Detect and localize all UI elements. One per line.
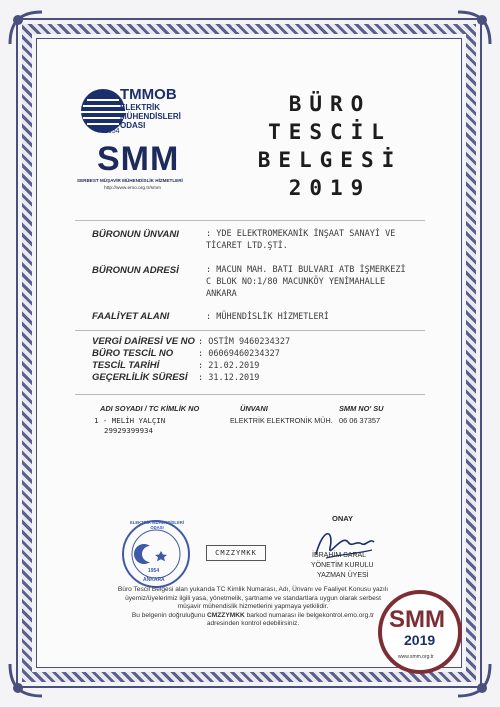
title-line3: BELGESİ — [257, 148, 403, 172]
approval-heading: ONAY — [332, 514, 353, 523]
logo-tmmob: TMMOB — [120, 86, 177, 103]
member-name: 1 - MELİH YALÇIN — [94, 416, 166, 425]
table-header-title: ÜNVANI — [240, 404, 268, 413]
field-value-address: : MACUN MAH. BATI BULVARI ATB İŞMERKEZİ C BLOK NO:1/80 MACUNKÖY YENİMAHALLE ANKARA — [206, 265, 406, 299]
corner-ornament-icon — [454, 660, 494, 700]
footer-line4-pre: Bu belgenin doğruluğunu — [131, 611, 208, 619]
detail-label-registration-date: TESCİL TARİHİ — [92, 360, 160, 371]
signer-role-line1: YÖNETİM KURULU — [311, 562, 374, 569]
divider — [75, 220, 425, 221]
barcode: CMZZYMKK — [206, 545, 266, 561]
emo-ankara-seal — [122, 520, 190, 588]
detail-value-tax: : OSTİM 9460234327 — [198, 337, 291, 347]
signer-name: İBRAHİM SARAL — [312, 552, 367, 559]
stamp-smm: SMM — [389, 606, 445, 633]
field-label-company-title: BÜRONUN ÜNVANI — [92, 229, 179, 240]
logo-url: http://www.emo.org.tr/smm — [104, 186, 162, 191]
corner-ornament-icon — [454, 8, 494, 48]
seal-ring-text: ELEKTRİK MÜHENDİSLERİ ODASI — [130, 520, 184, 530]
member-smm-no: 06 06 37357 — [339, 416, 381, 425]
footer-line2: üyemiz/üyelerimiz ilgili yasa, yönetmelik, şartname ve standartlara uygun olarak serbest — [125, 594, 381, 602]
footer-line3: müşavir mühendislik hizmetlerini yapmaya yetkilidir. — [177, 603, 329, 611]
corner-ornament-icon — [6, 660, 46, 700]
title-line1: BÜRO — [288, 92, 372, 116]
signer-role-line2: YAZMAN ÜYESİ — [317, 572, 369, 579]
corner-ornament-icon — [6, 8, 46, 48]
title-year: 2019 — [288, 176, 372, 200]
seal-city: ANKARA — [143, 577, 165, 583]
logo-org-line3: ODASI — [120, 121, 146, 130]
footer-barcode-code: CMZZYMKK — [207, 611, 245, 619]
field-value-company-title: : YDE ELEKTROMEKANİK İNŞAAT SANAYİ VE TİCARET LTD.ŞTİ. — [206, 229, 396, 251]
smm-2019-stamp — [378, 590, 462, 674]
footer-line1: Büro Tescil Belgesi alan yukarıda TC Kimlik Numarası, Adı, Ünvanı ve Faaliyet Konusu yazılı — [117, 586, 389, 593]
field-value-activity: : MÜHENDİSLİK HİZMETLERİ — [206, 312, 329, 322]
detail-value-registration-date: : 21.02.2019 — [198, 361, 260, 371]
field-label-address: BÜRONUN ADRESİ — [92, 265, 179, 276]
detail-value-registration-no: : 06069460234327 — [198, 349, 280, 359]
divider — [75, 330, 425, 331]
detail-label-validity: GEÇERLİLİK SÜRESİ — [92, 372, 188, 383]
stamp-year: 2019 — [404, 632, 436, 648]
seal-year: 1954 — [148, 568, 160, 574]
detail-label-registration-no: BÜRO TESCİL NO — [92, 348, 174, 359]
logo-smm: SMM — [97, 140, 180, 178]
logo-org-line2: MÜHENDİSLERİ — [120, 112, 181, 121]
footer-line4-post: barkod numarası ile belgekontrol.emo.org.tr — [244, 611, 375, 619]
divider — [75, 394, 425, 395]
footer-text — [88, 586, 418, 629]
detail-label-tax: VERGİ DAİRESİ VE NO — [92, 336, 195, 347]
detail-value-validity: : 31.12.2019 — [198, 373, 260, 383]
stamp-url: www.smm.org.tr — [398, 654, 434, 660]
member-title: ELEKTRİK ELEKTRONİK MÜH. — [230, 416, 333, 425]
field-label-activity: FAALİYET ALANI — [92, 311, 170, 322]
member-id: 29929399934 — [104, 426, 153, 435]
table-header-smm-no: SMM NO' SU — [339, 404, 384, 413]
table-header-name: ADI SOYADI / TC KİMLİK NO — [100, 404, 200, 413]
footer-line5: adresinden kontrol edebilirsiniz. — [206, 620, 300, 628]
title-line2: TESCİL — [268, 120, 392, 144]
footer-line4 — [88, 612, 418, 621]
logo-org-line1: ELEKTRİK — [120, 103, 160, 112]
logo-service-text: SERBEST MÜŞAVİR MÜHENDİSLİK HİZMETLERİ — [77, 178, 183, 183]
certificate-title — [240, 90, 420, 202]
logo-year: 1954 — [104, 128, 120, 135]
